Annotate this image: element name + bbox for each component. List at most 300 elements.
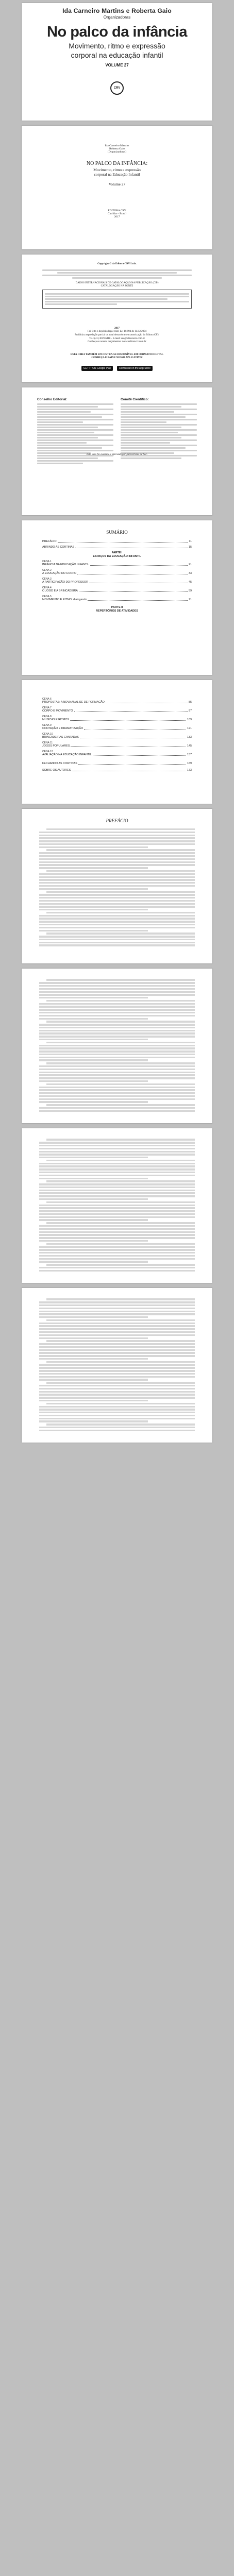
cover-organizers: Organizadoras [103, 15, 131, 20]
summary-page-2 [22, 680, 212, 804]
title-page-volume: Volume 27 [108, 182, 126, 187]
toc-dots [70, 720, 186, 721]
toc-page: 71 [189, 598, 192, 601]
site-line: Conheça os nossos lançamentos: www.editoracrv.com.br [88, 341, 146, 344]
toc-page: 121 [187, 727, 192, 730]
toc-row [42, 581, 192, 584]
text-line [39, 879, 195, 880]
text-line [39, 1237, 195, 1239]
cover-subtitle-line2: corporal na educação infantil [71, 51, 163, 59]
text-line [39, 1030, 195, 1031]
toc-row [42, 736, 192, 739]
text-line [39, 1388, 195, 1389]
text-line [39, 1187, 195, 1188]
toc-chapter-number: CENA 1 [42, 560, 52, 563]
text-line [39, 1355, 195, 1357]
text-line [46, 1062, 195, 1064]
toc-page: 145 [187, 744, 192, 748]
text-line [39, 1400, 148, 1401]
text-line [39, 1325, 195, 1327]
text-line [39, 1168, 195, 1170]
scientific-committee-heading: Comitê Científico: [121, 398, 149, 401]
text-line [39, 1313, 195, 1315]
text-line [46, 849, 195, 851]
text-line [39, 927, 195, 928]
cover-volume: VOLUME 27 [105, 63, 129, 67]
text-line [39, 1255, 195, 1257]
text-line [39, 939, 195, 940]
text-page-1 [22, 969, 212, 1123]
title-page-subtitle2: corporal na Educação Infantil [94, 172, 140, 177]
toc-row [42, 701, 192, 704]
text-line [39, 1397, 195, 1398]
toc-row[interactable] [42, 762, 192, 766]
title-page-organizers: (Organizadoras) [107, 150, 127, 154]
text-line [39, 1110, 195, 1112]
text-line [39, 1213, 195, 1215]
text-line [39, 1095, 195, 1097]
text-line [39, 1418, 195, 1419]
text-line [39, 1430, 195, 1431]
copyright-year: 2017 [114, 327, 120, 330]
text-line [39, 1036, 195, 1037]
toc-entry[interactable] [42, 741, 192, 748]
digital-note2: CONHEÇA E BAIXE NOSSO APLICATIVO! [91, 357, 143, 360]
text-line [39, 944, 195, 946]
part-1-label: PARTE I [111, 551, 123, 554]
text-line [46, 1000, 195, 1002]
text-line [46, 1222, 195, 1224]
text-line [39, 1364, 195, 1366]
text-line [39, 1334, 195, 1336]
toc-label: MOVIMENTO E RITMO: dialogando [42, 598, 87, 601]
title-page-title: NO PALCO DA INFÂNCIA: [86, 161, 148, 166]
part-2-label: PARTE II [111, 606, 123, 609]
text-line [39, 1054, 195, 1055]
text-line [39, 835, 195, 836]
text-line [39, 1087, 195, 1088]
toc-entry[interactable] [42, 750, 192, 757]
text-line [39, 858, 195, 860]
text-line [39, 1252, 195, 1253]
toc-label: JOGOS POPULARES [42, 744, 70, 748]
toc-entry[interactable] [42, 698, 192, 704]
text-line [39, 1216, 195, 1218]
toc-label: O JOGO E A BRINCADEIRA [42, 589, 78, 592]
toc-label: FECHANDO AS CORTINAS [42, 762, 77, 765]
toc-row[interactable] [42, 769, 192, 772]
text-line [39, 840, 195, 842]
text-line [39, 1015, 195, 1016]
title-page-author2: Roberta Gaio [109, 147, 125, 150]
toc-row [42, 753, 192, 757]
text-line [39, 1098, 195, 1100]
cover-authors: Ida Carneiro Martins e Roberta Gaio [62, 7, 172, 14]
text-line [39, 882, 195, 884]
text-line [46, 1298, 195, 1300]
text-line [39, 1190, 195, 1191]
text-line [39, 1373, 195, 1375]
text-line [39, 876, 195, 878]
text-line [39, 909, 148, 910]
text-line [39, 1151, 195, 1153]
toc-dots [74, 711, 188, 712]
text-line [39, 982, 195, 984]
text-line [39, 1003, 195, 1005]
text-line [39, 843, 195, 845]
toc-row [42, 589, 192, 593]
text-line [39, 1304, 195, 1306]
text-line [39, 1385, 195, 1386]
text-line [46, 1340, 195, 1342]
text-line [39, 1192, 195, 1194]
text-line [39, 918, 195, 919]
toc-label: A PARTICIPAÇÃO DO PROFESSOR [42, 581, 88, 584]
toc-entry[interactable] [42, 715, 192, 722]
google-play-badge[interactable]: GET IT ON Google Play [81, 366, 113, 371]
toc-chapter-number: CENA 7 [42, 706, 52, 709]
text-line [39, 846, 148, 848]
publisher-logo-text: CRV [113, 87, 121, 90]
toc-chapter-number: CENA 9 [42, 724, 52, 727]
toc-page: 85 [189, 701, 192, 704]
text-line [46, 1264, 195, 1265]
toc-page: 109 [187, 718, 192, 721]
toc-entry[interactable] [42, 586, 192, 593]
text-line [39, 894, 195, 895]
text-line [46, 828, 195, 830]
catalog-subheading: CATALOGAÇÃO NA FONTE [101, 285, 133, 288]
title-page-year: 2017 [114, 215, 120, 218]
cover-subtitle-line1: Movimento, ritmo e expressão [69, 42, 165, 50]
text-line [39, 1080, 148, 1082]
council-page [22, 387, 212, 515]
text-line [39, 1047, 195, 1049]
text-line [46, 979, 195, 980]
text-line [46, 891, 195, 892]
text-line [39, 1409, 195, 1410]
title-page-subtitle1: Movimento, ritmo e expressão [93, 167, 141, 172]
text-line [39, 936, 195, 937]
toc-label: CORPO E MOVIMENTO [42, 709, 73, 713]
text-line [46, 912, 195, 913]
toc-dots [88, 600, 188, 601]
toc-page: 21 [189, 563, 192, 566]
text-line [39, 888, 148, 890]
text-line [39, 897, 195, 899]
text-line [39, 855, 195, 857]
text-line [39, 1358, 148, 1360]
text-line [39, 1107, 195, 1109]
toc-label: AVALIAÇÃO NA EDUCAÇÃO INFANTIL [42, 753, 92, 756]
text-page-3 [22, 1288, 212, 1443]
text-line [39, 1027, 195, 1028]
toc-chapter-number: CENA 10 [42, 733, 53, 736]
toc-entry[interactable] [42, 595, 192, 602]
title-page-author1: Ida Carneiro Martins [105, 144, 129, 147]
text-line [46, 1139, 195, 1140]
text-line [39, 1270, 195, 1272]
text-line [39, 1172, 195, 1173]
toc-chapter-number: CENA 4 [42, 586, 52, 589]
text-line [39, 1165, 195, 1167]
text-line [39, 906, 195, 907]
toc-dots [84, 729, 186, 730]
text-line [39, 1195, 195, 1197]
title-page-publisher: EDITORA CRV [108, 209, 126, 212]
text-line [39, 885, 195, 887]
text-line [39, 1205, 195, 1206]
text-line [39, 1246, 195, 1248]
text-line [39, 1183, 195, 1185]
text-line [39, 924, 195, 925]
digital-note: ESTA OBRA TAMBÉM ENCONTRA-SE DISPONÍVEL EM FORMATO DIGITAL [70, 353, 164, 356]
text-line [39, 1142, 195, 1143]
text-line [39, 1032, 195, 1034]
text-line [46, 1180, 195, 1182]
title-page [22, 126, 212, 249]
text-line [46, 933, 195, 934]
text-line [39, 1012, 195, 1013]
publisher-logo [110, 81, 124, 95]
toc-entry[interactable] [42, 733, 192, 739]
text-line [39, 1207, 195, 1209]
text-line [39, 837, 195, 839]
text-line [39, 1074, 195, 1076]
text-line [39, 1240, 148, 1242]
text-line [39, 1231, 195, 1233]
toc-row [42, 572, 192, 575]
text-line [39, 1039, 148, 1040]
text-line [39, 921, 195, 922]
text-line [39, 1370, 195, 1371]
toc-page: 33 [189, 572, 192, 575]
text-line [39, 1379, 148, 1380]
toc-entry[interactable] [42, 560, 192, 567]
text-line [39, 1024, 195, 1025]
text-line [39, 1089, 195, 1091]
text-line [39, 988, 195, 990]
app-store-badge[interactable]: Download on the App Store [117, 366, 153, 371]
text-line [39, 1412, 195, 1413]
text-line [39, 832, 195, 833]
text-line [39, 1157, 148, 1158]
text-line [39, 930, 148, 931]
copyright-line: Copyright © da Editora CRV Ltda. [97, 263, 137, 265]
text-line [39, 991, 195, 993]
text-line [39, 1415, 195, 1416]
toc-chapter-number: CENA 5 [42, 595, 52, 598]
toc-row [42, 727, 192, 731]
text-line [39, 1267, 195, 1268]
text-line [39, 1101, 148, 1103]
toc-page: 59 [189, 589, 192, 592]
text-line [39, 867, 148, 869]
text-line [39, 1258, 195, 1260]
text-line [39, 1228, 195, 1230]
text-line [39, 1311, 195, 1312]
text-line [39, 1343, 195, 1345]
text-line [39, 1420, 148, 1422]
text-line [46, 1160, 195, 1161]
toc-label: MÚSICAS E RITMOS [42, 718, 70, 721]
text-line [46, 1201, 195, 1203]
part-2-title: REPERTÓRIOS DE ATIVIDADES [96, 609, 138, 613]
text-line [39, 942, 195, 943]
text-line [39, 1092, 195, 1094]
contact-line: Tel.: (41) 3039-6418 - E-mail: sac@editoracrv.com.br [89, 337, 145, 340]
text-line [46, 1021, 195, 1022]
editorial-board-heading: Conselho Editorial: [37, 398, 68, 401]
text-line [39, 852, 195, 854]
peer-review-note: Este livro foi avaliado e aprovado por pareceristas ad hoc. [86, 453, 148, 456]
toc-label: BRINCADEIRAS CANTADAS [42, 736, 79, 739]
text-line [39, 1308, 195, 1309]
toc-row[interactable]: ABRINDO AS CORTINAS 15 [42, 546, 192, 549]
summary-page [22, 520, 212, 675]
toc-page: 45 [189, 581, 192, 584]
text-line [46, 1319, 195, 1321]
reproduction-note: Proibida a reprodução parcial ou total desta obra sem autorização da Editora CRV [75, 333, 159, 336]
text-line [39, 1057, 195, 1058]
text-line [39, 861, 195, 863]
toc-row[interactable]: PREFÁCIO 11 [42, 540, 192, 543]
text-line [39, 1337, 148, 1339]
toc-entry[interactable] [42, 569, 192, 575]
toc-row [42, 709, 192, 713]
text-line [39, 1145, 195, 1146]
toc-dots [78, 764, 186, 765]
toc-page: 97 [189, 709, 192, 713]
copyright-page [22, 255, 212, 382]
text-line [39, 903, 195, 905]
text-line [39, 864, 195, 866]
text-line [46, 1083, 195, 1085]
toc-page: 133 [187, 736, 192, 739]
text-line [46, 1361, 195, 1363]
toc-entry[interactable] [42, 724, 192, 731]
toc-chapter-number: CENA 11 [42, 741, 53, 744]
text-line [39, 985, 195, 987]
text-line [39, 1301, 195, 1303]
toc-dots [90, 565, 188, 566]
text-line [39, 1234, 195, 1235]
text-line [39, 1352, 195, 1353]
text-line [39, 1045, 195, 1046]
toc-label: PROPOSTAS: A NOVA ANALISE DE FORMAÇÃO [42, 701, 105, 704]
text-line [39, 1225, 195, 1227]
text-line [39, 1406, 195, 1408]
text-line [39, 1065, 195, 1067]
text-line [46, 1243, 195, 1245]
text-line [39, 1328, 195, 1330]
text-line [39, 1323, 195, 1324]
text-line [39, 1050, 195, 1052]
toc-row [42, 744, 192, 748]
toc-page: 173 [187, 769, 192, 772]
text-line [39, 1148, 195, 1149]
text-page-2 [22, 1128, 212, 1283]
text-line [39, 915, 195, 917]
title-page-city: Curitiba – Brasil [108, 212, 126, 215]
text-line [46, 1423, 195, 1425]
part-1-title: ESPAÇOS DA EDUCAÇÃO INFANTIL [93, 555, 141, 558]
text-line [39, 1346, 195, 1348]
text-line [46, 1403, 195, 1404]
text-line [39, 1219, 148, 1221]
text-line [39, 1210, 195, 1212]
text-line [39, 1163, 195, 1164]
toc-page: 157 [187, 753, 192, 756]
text-line [46, 1104, 195, 1106]
text-line [39, 1331, 195, 1333]
text-line [39, 873, 195, 875]
toc-entry[interactable] [42, 706, 192, 713]
toc-label: A EDUCAÇÃO DO CORPO [42, 572, 77, 575]
toc-row [42, 563, 192, 567]
text-line [39, 1349, 195, 1351]
toc-chapter-number: CENA 2 [42, 569, 52, 572]
text-line [46, 1042, 195, 1043]
text-line [39, 1367, 195, 1368]
text-line [39, 1009, 195, 1010]
toc-label: SOBRE OS AUTORES [42, 769, 71, 772]
text-line [39, 1391, 195, 1393]
text-line [39, 1175, 195, 1176]
toc-label: CONTAÇÃO E DRAMATIZAÇÃO [42, 727, 83, 730]
toc-row [42, 598, 192, 602]
toc-chapter-number: CENA 3 [42, 578, 52, 581]
toc-chapter-number: CENA 8 [42, 715, 52, 718]
text-line [46, 870, 195, 872]
text-line [39, 1198, 148, 1200]
preface-heading: PREFÁCIO [106, 818, 128, 823]
text-line [39, 997, 148, 998]
text-line [39, 1316, 148, 1318]
toc-dots [79, 591, 188, 592]
text-line [39, 900, 195, 902]
toc-dots [93, 755, 186, 756]
toc-chapter-number: CENA 12 [42, 750, 53, 753]
text-line [39, 1006, 195, 1007]
catalog-heading: DADOS INTERNACIONAIS DE CATALOGAÇÃO NA PUBLICAÇÃO (CIP) [75, 281, 159, 284]
summary-heading: SUMÁRIO [106, 530, 128, 535]
toc-entry[interactable] [42, 578, 192, 584]
cover-title: No palco da infância [47, 24, 187, 40]
toc-page: 169 [187, 762, 192, 765]
text-line [39, 1018, 148, 1020]
cover-page [22, 3, 212, 121]
text-line [39, 994, 195, 995]
preface-page [22, 809, 212, 963]
text-line [39, 1394, 195, 1395]
text-line [39, 1154, 195, 1155]
text-line [39, 1261, 148, 1262]
text-line [39, 1077, 195, 1079]
legal-deposit: Foi feito o depósito legal conf. Lei 10.994 de 14/12/2004 [87, 330, 147, 333]
text-line [39, 1072, 195, 1073]
text-line [39, 1059, 148, 1061]
text-line [39, 1249, 195, 1250]
text-line [39, 1427, 195, 1428]
toc-row [42, 718, 192, 722]
text-line [39, 1069, 195, 1070]
toc-chapter-number: CENA 6 [42, 698, 52, 701]
text-line [39, 1178, 148, 1179]
text-line [39, 1376, 195, 1378]
text-line [46, 1382, 195, 1383]
toc-label: INFÂNCIA NA EDUCAÇÃO INFANTIL [42, 563, 89, 566]
